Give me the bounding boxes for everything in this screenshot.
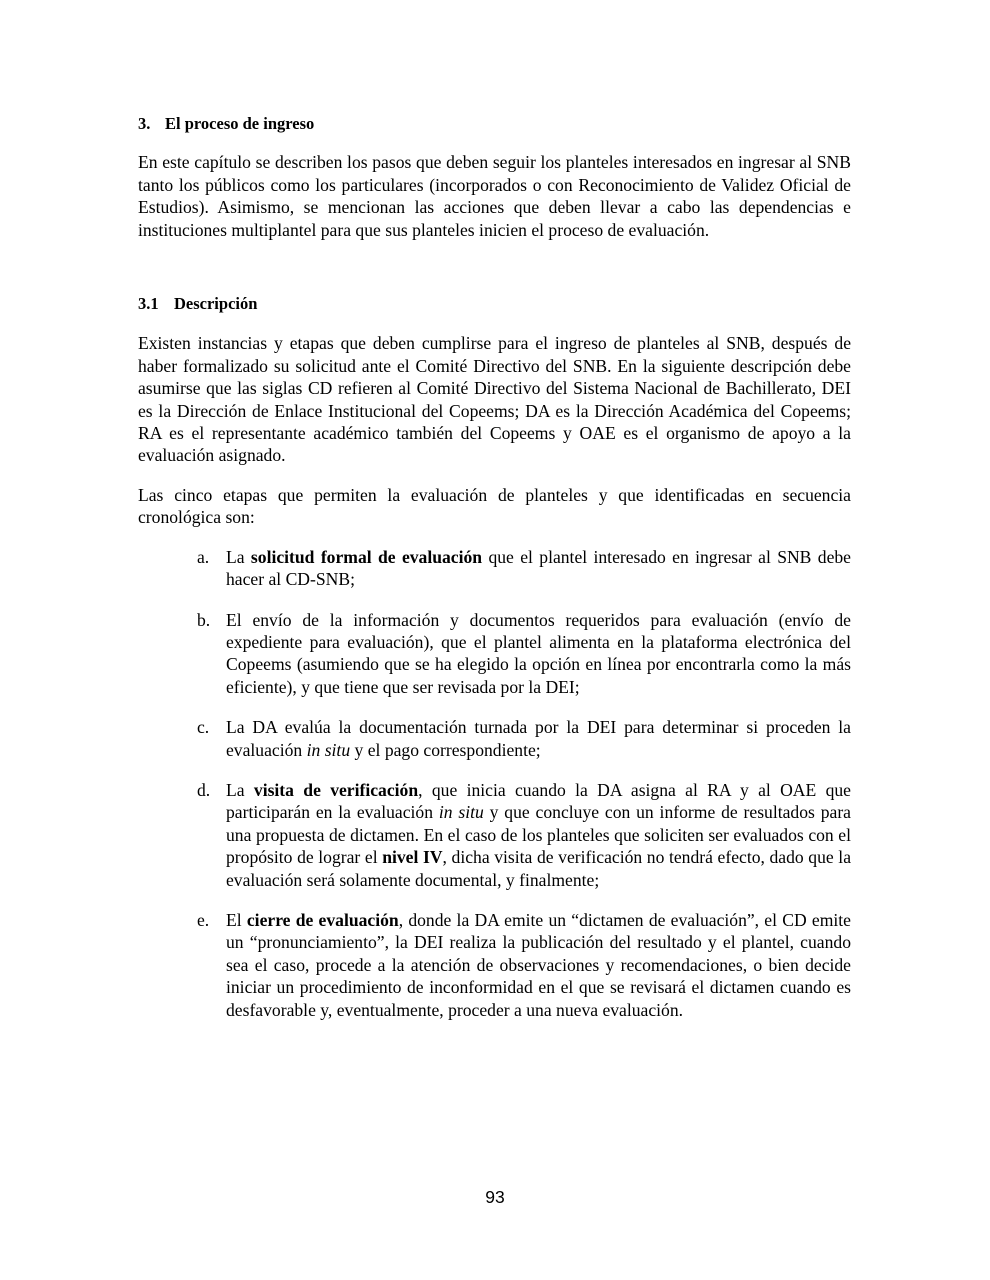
description-paragraph: Existen instancias y etapas que deben cumplirse para el ingreso de planteles al SNB, después de haber formalizado su solicitud ante el Comité Directivo del SNB. En la siguiente descripción debe asumirse que las siglas CD refieren al Comité Directivo del Sistema Nacional de Bachillerato, DEI es la Dirección de Enlace Institucional del Copeems; DA es la Dirección Académica del Copeems; RA es el representante académico también del Copeems y OAE es el organismo de apoyo a la evaluación asignado. [138, 333, 851, 466]
stages-list [138, 546, 851, 1021]
stage-emphasis: solicitud formal de evaluación [250, 546, 483, 567]
stage-emphasis: visita de verificación [253, 779, 419, 800]
stage-item-d: d. La visita de verificación, que inicia cuando la DA asigna al RA y al OAE que participarán en la evaluación in situ y que concluye con un informe de resultados para una propuesta de dictamen. En el caso de los planteles que soliciten ser evaluados con el propósito de lograr el nivel IV, dicha visita de verificación no tendrá efecto, dado que la evaluación será solamente documental, y finalmente; [197, 779, 852, 890]
stage-item-a: a. La solicitud formal de evaluación que el plantel interesado en ingresar al SNB debe hacer al CD-SNB; [197, 546, 851, 590]
stage-italic: in situ [306, 739, 351, 760]
section-title: El proceso de ingreso [165, 114, 315, 133]
stages-intro-paragraph: Las cinco etapas que permiten la evaluación de planteles y que identificadas en secuencia cronológica son: [138, 484, 851, 528]
subsection-number: 3.1 [138, 294, 159, 314]
stage-emphasis: cierre de evaluación [246, 909, 399, 930]
section-heading [138, 113, 851, 135]
stage-italic: in situ [438, 802, 484, 823]
section-intro-paragraph: En este capítulo se describen los pasos que deben seguir los planteles interesados en ingresar al SNB tanto los públicos como los particulares (incorporados o con Reconocimiento de Validez Oficial de Estudios). Asimismo, se mencionan las acciones que deben llevar a cabo las dependencias e instituciones multiplantel para que sus planteles inicien el proceso de evaluación. [138, 152, 851, 240]
stage-label: d. [197, 779, 211, 800]
section-number: 3. [138, 114, 151, 133]
stage-label: a. [197, 546, 210, 567]
stage-item-b: b. El envío de la información y documentos requeridos para evaluación (envío de expediente para evaluación), que el plantel alimenta en la plataforma electrónica del Copeems (asumiendo que se ha elegido la opción en línea por encontrarla como la más eficiente), y que tiene que ser revisada por la DEI; [197, 609, 851, 697]
page-number: 93 [485, 1187, 505, 1207]
subsection-heading [138, 293, 851, 315]
stage-label: c. [197, 717, 210, 738]
document-page [138, 113, 851, 1039]
stage-label: b. [197, 609, 211, 630]
stage-emphasis-level: nivel IV [382, 847, 443, 868]
stage-label: e. [197, 909, 210, 930]
stage-item-e: e. El cierre de evaluación, donde la DA emite un “dictamen de evaluación”, el CD emite un “pronunciamiento”, la DEI realiza la publicación del resultado y el plantel, cuando sea el caso, procede a la atención de observaciones y recomendaciones, o bien decide iniciar un procedimiento de inconformidad en el que se revisará el dictamen cuando es desfavorable y, eventualmente, proceder a una nueva evaluación. [197, 909, 851, 1020]
stage-item-c: c. La DA evalúa la documentación turnada por la DEI para determinar si proceden la evaluación in situ y el pago correspondiente; [197, 717, 851, 760]
subsection-title: Descripción [174, 294, 258, 314]
